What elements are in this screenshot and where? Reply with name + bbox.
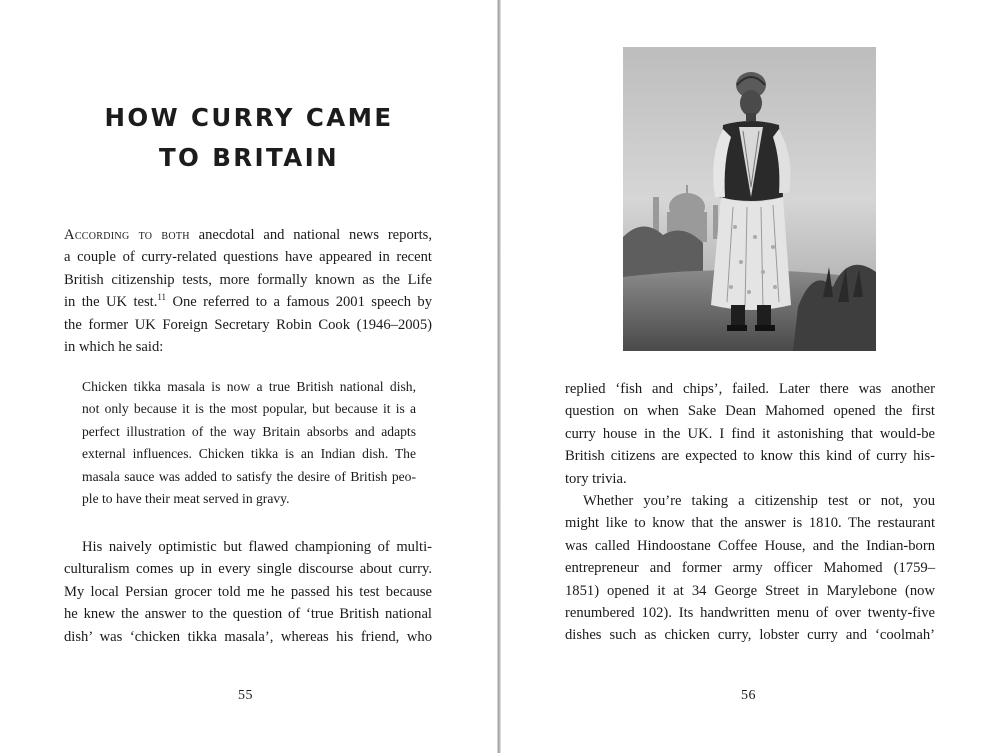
footnote-reference: 11 bbox=[157, 292, 167, 303]
text-line: My local Persian grocer told me he passed his test because bbox=[64, 583, 432, 600]
quote-line: not only because it is the most popular, but because it is a bbox=[82, 401, 416, 417]
text-line: 1851) opened it at 34 George Street in Marylebone (now bbox=[565, 582, 935, 599]
text-line: Whether you’re taking a citizenship test or not, you bbox=[583, 493, 935, 510]
second-paragraph bbox=[64, 536, 432, 648]
text-line: replied ‘fish and chips’, failed. Later there was another bbox=[565, 381, 935, 397]
quote-line: perfect illustration of the way Britain absorbs and adapts bbox=[82, 423, 416, 439]
chapter-title-line-2: TO BRITAIN bbox=[158, 143, 340, 172]
portrait-engraving bbox=[623, 47, 876, 351]
text-line: renumbered 102). Its handwritten menu of over twenty-five bbox=[565, 605, 935, 622]
text-line: His naively optimistic but flawed championing of multi- bbox=[82, 539, 432, 555]
text-line: was called Hindoostane Coffee House, and the Indian-born bbox=[565, 537, 935, 554]
text-line: dish’ was ‘chicken tikka masala’, whereas his friend, who bbox=[64, 628, 432, 645]
text-line: question on when Sake Dean Mahomed opened the first bbox=[565, 403, 935, 420]
text-line: According to both anecdotal and national news reports, bbox=[64, 227, 432, 243]
text-line: tory trivia. bbox=[565, 470, 627, 487]
text-line: dishes such as chicken curry, lobster curry and ‘coolmah’ bbox=[565, 627, 935, 644]
page-number-right: 56 bbox=[741, 688, 756, 703]
quote-line: masala sauce was added to satisfy the desire of British peo- bbox=[82, 468, 416, 484]
opening-small-caps: According to both bbox=[64, 227, 190, 243]
text-line: in which he said: bbox=[64, 339, 164, 356]
text-line: culturalism comes up in every single discourse about curry. bbox=[64, 561, 432, 578]
text-line: might like to know that the answer is 1810. The restaurant bbox=[565, 515, 935, 532]
quote-line: Chicken tikka masala is now a true British national dish, bbox=[82, 379, 416, 394]
chapter-title-line-1: HOW CURRY CAME bbox=[104, 103, 394, 132]
opening-paragraph bbox=[64, 224, 432, 358]
text-line: British citizenship tests, more formally known as the Life bbox=[64, 271, 432, 288]
text-line: British citizens are expected to know this kind of curry his- bbox=[565, 448, 935, 465]
block-quote bbox=[82, 376, 416, 510]
quote-line: ple to have their meat served in gravy. bbox=[82, 491, 290, 507]
chapter-title bbox=[60, 98, 438, 178]
text-line: the former UK Foreign Secretary Robin Cook (1946–2005) bbox=[64, 316, 432, 333]
continued-paragraph bbox=[565, 378, 935, 647]
page-number-left: 55 bbox=[238, 688, 253, 703]
text-line: he knew the answer to the question of ‘true British national bbox=[64, 606, 432, 623]
portrait-engraving-illustration bbox=[623, 47, 876, 351]
text-line: curry house in the UK. I find it astonishing that would-be bbox=[565, 425, 935, 442]
right-page bbox=[501, 0, 1000, 753]
text-line: in the UK test.$^{11}$ One referred to a famous 2001 speech by bbox=[64, 292, 432, 311]
text-line: a couple of curry-related questions have appeared in recent bbox=[64, 249, 432, 266]
quote-line: external influences. Chicken tikka is an Indian dish. The bbox=[82, 446, 416, 462]
text-line: entrepreneur and former army officer Mahomed (1759– bbox=[565, 560, 935, 577]
left-page bbox=[0, 0, 498, 753]
